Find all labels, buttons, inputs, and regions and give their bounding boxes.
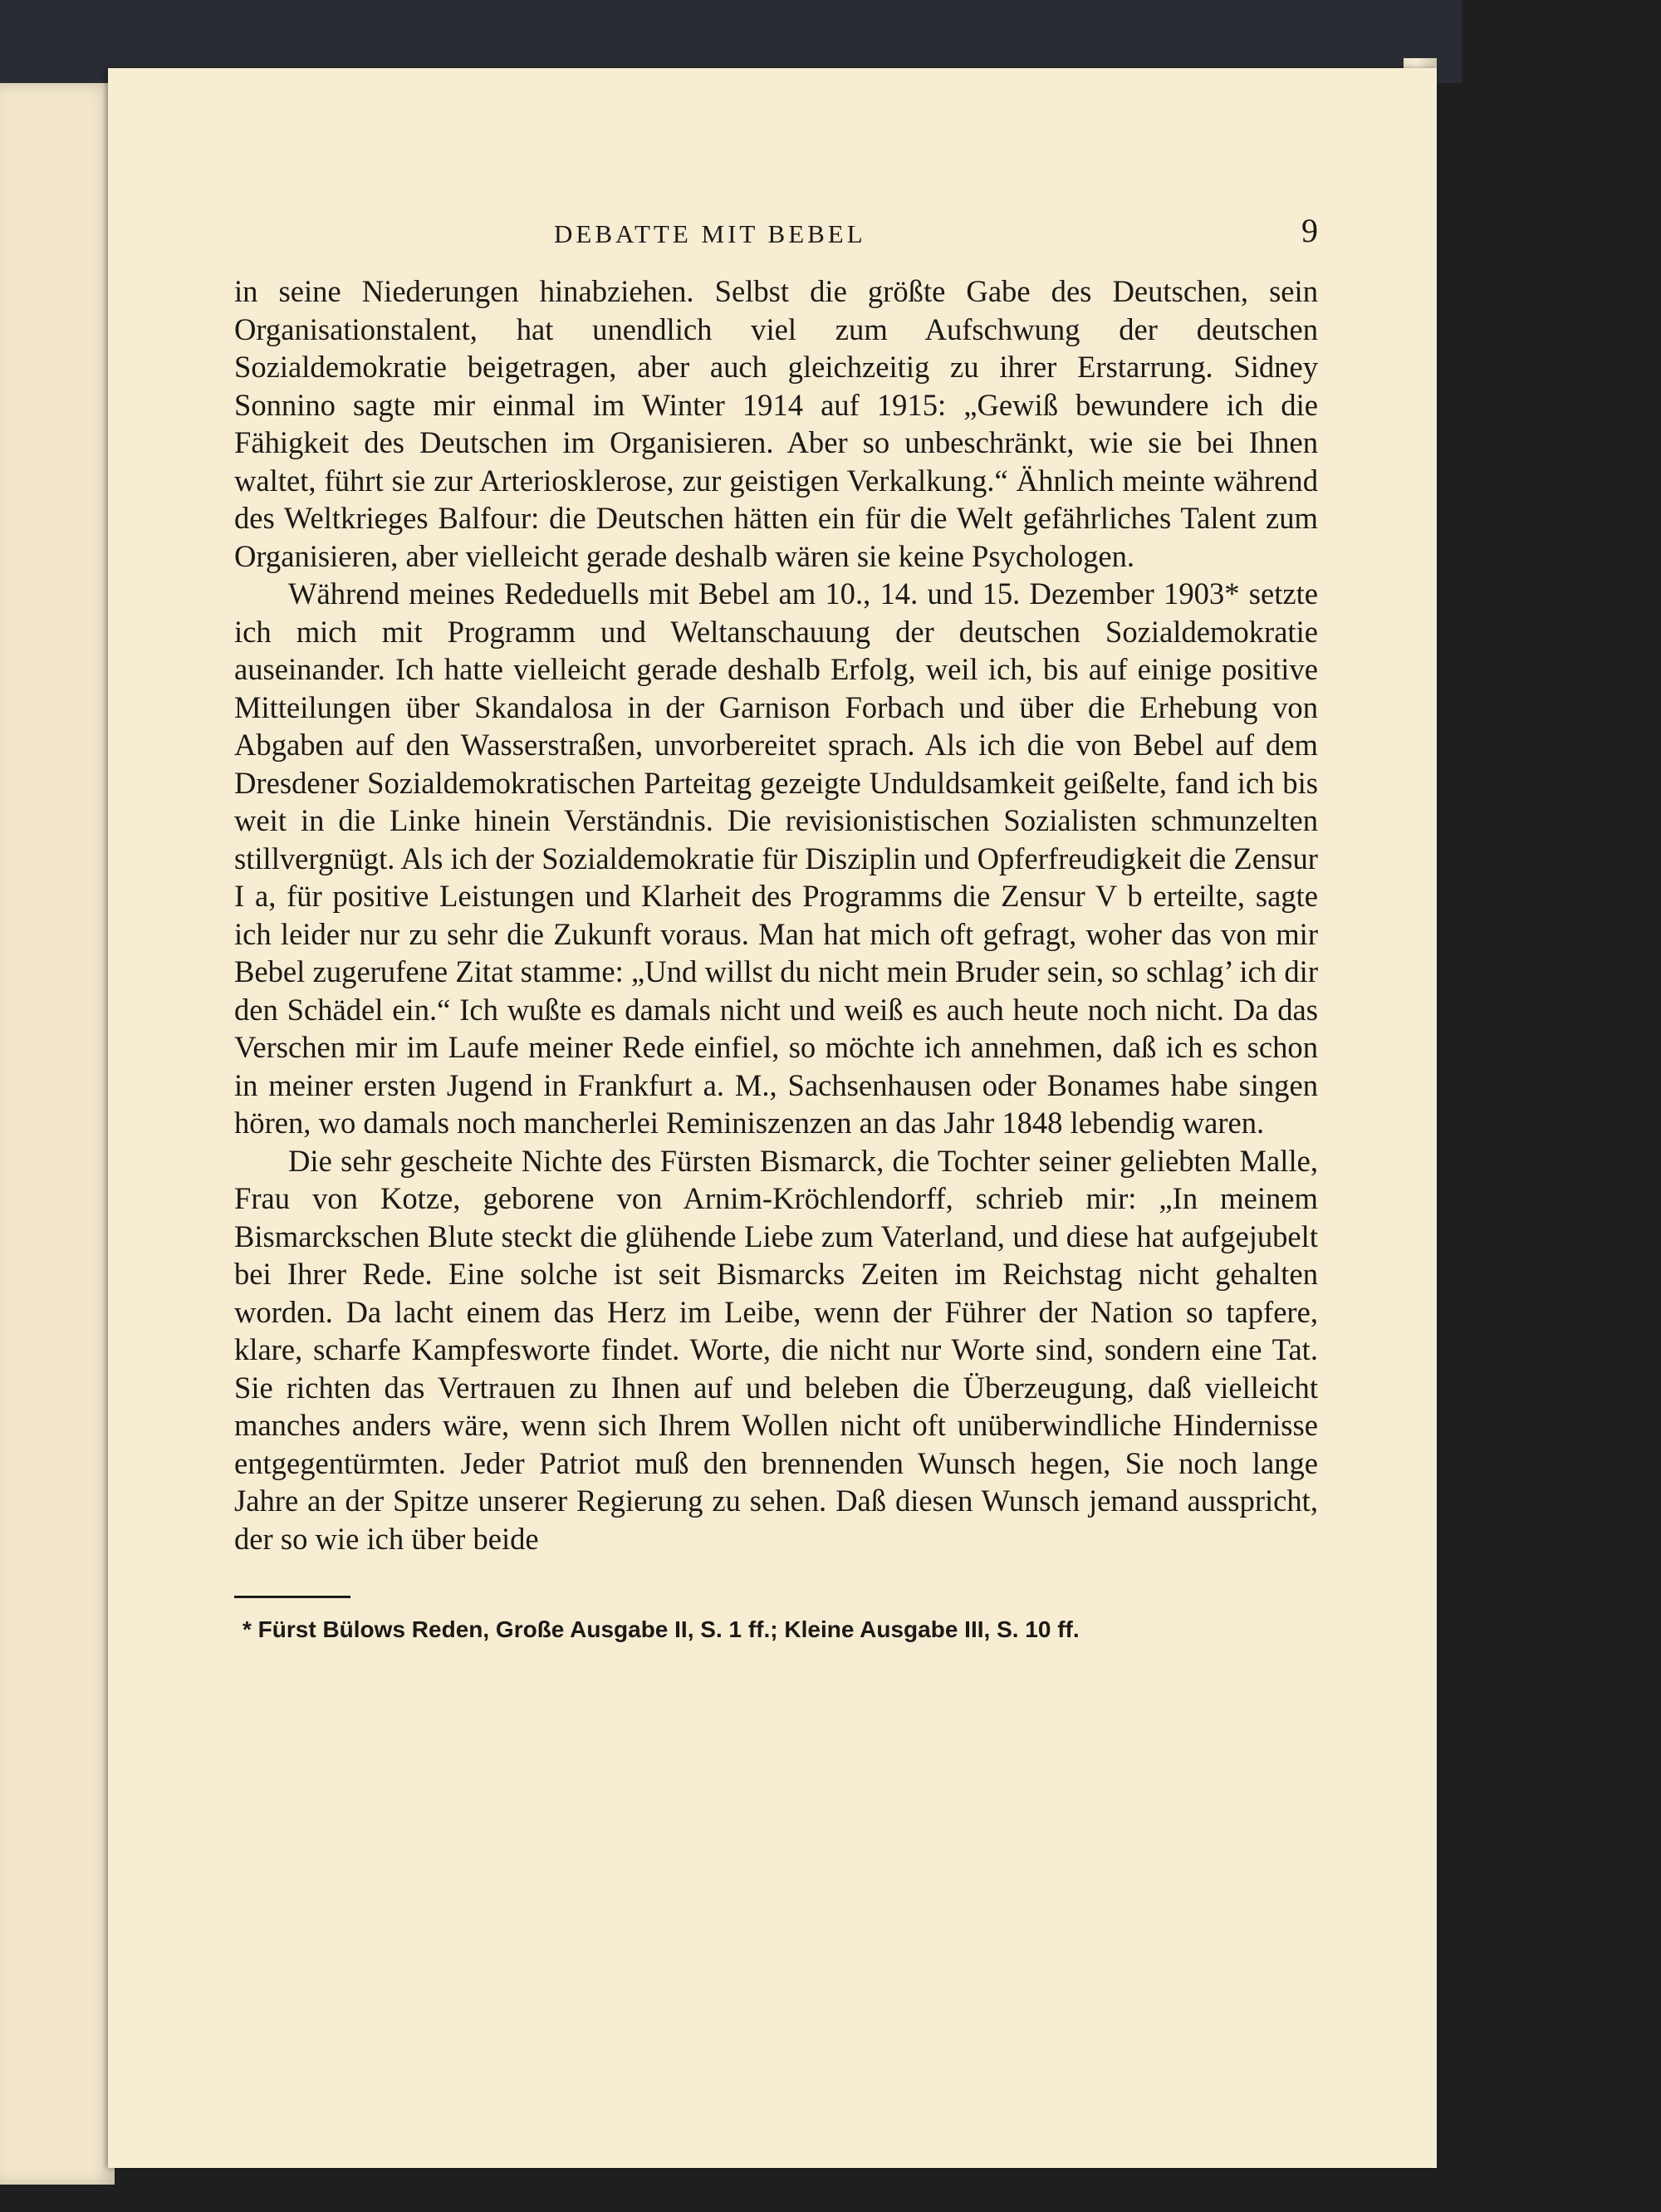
paragraph-3: Die sehr gescheite Nichte des Fürsten Bismarck, die Tochter seiner geliebten Malle, Frau von Kotze, geborene von Arnim-Kröchlendorff, schrieb mir: „In meinem Bismarckschen Blute steckt die glühende Liebe zum Vaterland, und diese hat aufgejubelt bei Ihrer Rede. Eine solche ist seit Bismarcks Zeiten im Reichstag nicht gehalten worden. Da lacht einem das Herz im Leibe, wenn der Führer der Nation so tapfere, klare, scharfe Kampfesworte findet. Worte, die nicht nur Worte sind, sondern eine Tat. Sie richten das Vertrauen zu Ihnen auf und beleben die Überzeugung, daß vielleicht manches anders wäre, wenn sich Ihrem Wollen nicht oft unüberwindliche Hindernisse entgegentürmten. Jeder Patriot muß den brennenden Wunsch hegen, Sie noch lange Jahre an der Spitze unserer Regierung zu sehen. Daß diesen Wunsch jemand ausspricht, der so wie ich über beide [234,1143,1318,1556]
footnote-rule [234,1596,350,1598]
paragraph-2: Während meines Rededuells mit Bebel am 10., 14. und 15. Dezember 1903* setzte ich mich mit Programm und Weltanschauung der deutschen Sozialdemokratie auseinander. Ich hatte vielleicht gerade deshalb Erfolg, weil ich, bis auf einige positive Mitteilungen über Skandalosa in der Garnison Forbach und über die Erhebung von Abgaben auf den Wasserstraßen, unvorbereitet sprach. Als ich die von Bebel auf dem Dresdener Sozialdemokratischen Parteitag gezeigte Unduldsamkeit geißelte, fand ich bis weit in die Linke hinein Verständnis. Die revisionistischen Sozialisten schmunzelten stillvergnügt. Als ich der Sozialdemokratie für Disziplin und Opferfreudigkeit die Zensur I a, für positive Leistungen und Klarheit des Programms die Zensur V b erteilte, sagte ich leider nur zu sehr die Zukunft voraus. Man hat mich oft gefragt, woher das von mir Bebel zugerufene Zitat stamme: „Und willst du nicht mein Bruder sein, so schlag’ ich dir den Schädel ein.“ Ich wußte es damals nicht und weiß es auch heute noch nicht. Da das Verschen mir im Laufe meiner Rede einfiel, so möchte ich annehmen, daß ich es schon in meiner ersten Jugend in Frankfurt a. M., Sachsenhausen oder Bonames habe singen hören, wo damals noch mancherlei Reminiszenzen an das Jahr 1848 lebendig waren. [234,576,1318,1140]
left-page-edge [0,83,115,2185]
paragraph-1: in seine Niederungen hinabziehen. Selbst die größte Gabe des Deutschen, sein Organisationstalent, hat unendlich viel zum Aufschwung der deutschen Sozialdemokratie beigetragen, aber auch gleichzeitig zu ihrer Erstarrung. Sidney Sonnino sagte mir einmal im Winter 1914 auf 1915: „Gewiß bewundere ich die Fähigkeit des Deutschen im Organisieren. Aber so unbeschränkt, wie sie bei Ihnen waltet, führt sie zur Arteriosklerose, zur geistigen Verkalkung.“ Ähnlich meinte während des Weltkrieges Balfour: die Deutschen hätten ein für die Welt gefährliches Talent zum Organisieren, aber vielleicht gerade deshalb wären sie keine Psychologen. [234,274,1318,573]
page-number: 9 [1301,212,1318,249]
footnote: * Fürst Bülows Reden, Große Ausgabe II, S. 1 ff.; Kleine Ausgabe III, S. 10 ff. [243,1616,1080,1642]
body-text [234,272,1318,1557]
running-title: DEBATTE MIT BEBEL [554,219,866,248]
book-page [108,68,1437,2168]
running-head [234,211,1318,261]
page-content [234,211,1318,1645]
